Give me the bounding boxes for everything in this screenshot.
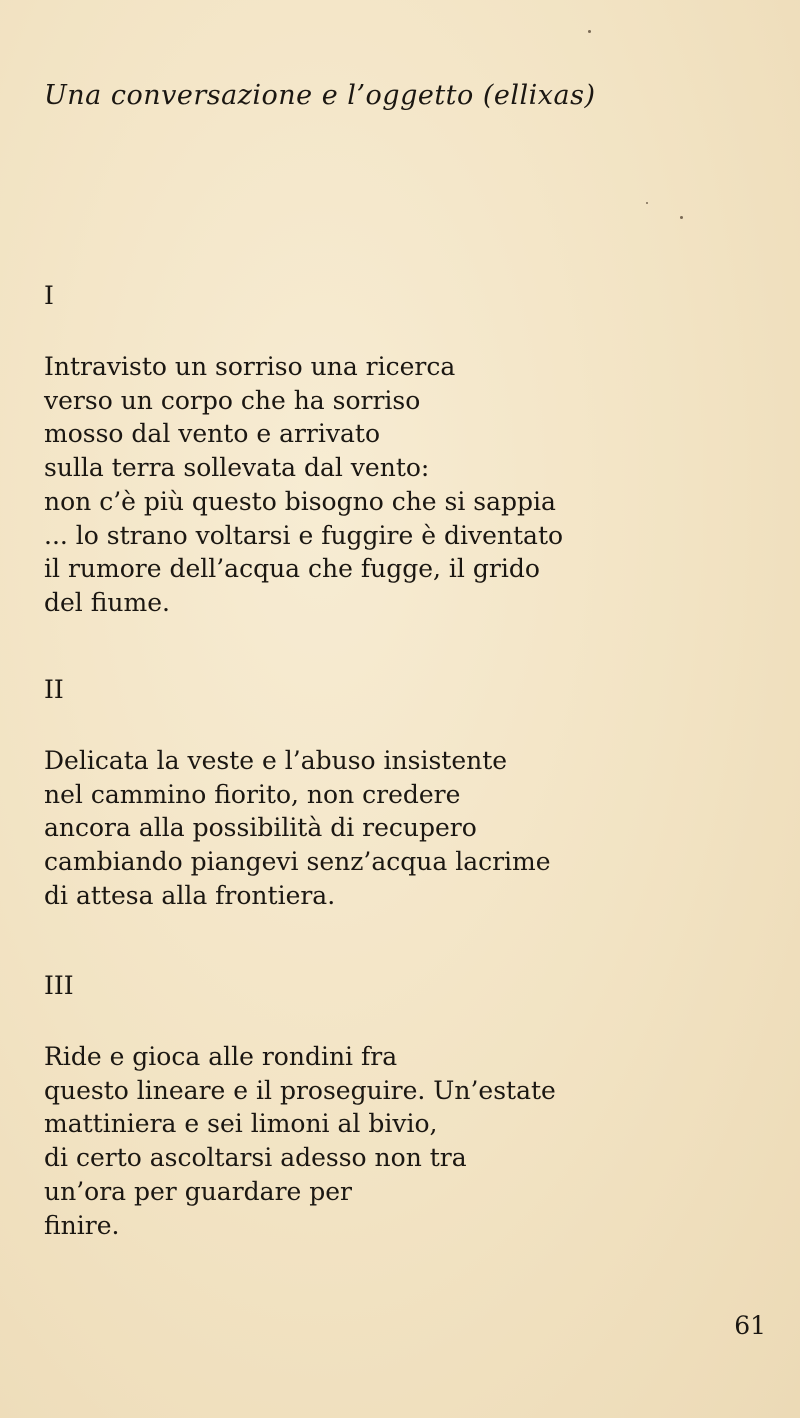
poem-section-3	[44, 970, 764, 1242]
verse-line: di certo ascoltarsi adesso non tra	[44, 1143, 467, 1173]
verse-line: un’ora per guardare per	[44, 1176, 353, 1206]
verse-line: ancora alla possibilità di recupero	[44, 813, 477, 843]
paper-speck	[646, 202, 648, 204]
verse-line: nel cammino fiorito, non credere	[44, 779, 461, 809]
verse-line: finire.	[44, 1210, 120, 1240]
verse-list	[44, 350, 764, 620]
verse-line: Ride e gioca alle rondini fra	[44, 1042, 398, 1071]
section-numeral: II	[44, 675, 64, 704]
verse-line: questo lineare e il proseguire. Un’estate	[44, 1075, 556, 1105]
verse-list	[44, 1040, 764, 1242]
page-number: 61	[734, 1311, 766, 1340]
verse-line: sulla terra sollevata dal vento:	[44, 453, 430, 483]
verse-line: mosso dal vento e arrivato	[44, 419, 380, 449]
verse-line: di attesa alla frontiera.	[44, 880, 336, 910]
verse-line: Delicata la veste e l’abuso insistente	[44, 746, 508, 775]
verse-line: cambiando piangevi senz’acqua lacrime	[44, 847, 551, 877]
paper-speck	[588, 30, 591, 33]
section-numeral: I	[44, 281, 54, 310]
section-numeral: III	[44, 971, 74, 1000]
verse-line: mattiniera e sei limoni al bivio,	[44, 1109, 438, 1139]
paper-speck	[680, 216, 683, 219]
poem-section-1	[44, 280, 764, 620]
verse-line: il rumore dell’acqua che fugge, il grido	[44, 554, 540, 584]
verse-line: verso un corpo che ha sorriso	[44, 385, 421, 415]
verse-list	[44, 744, 764, 913]
verse-line: Intravisto un sorriso una ricerca	[44, 352, 456, 381]
verse-line: non c’è più questo bisogno che si sappia	[44, 486, 556, 516]
running-title: Una conversazione e l’oggetto (ellixas)	[44, 80, 596, 111]
poem-section-2	[44, 674, 764, 913]
verse-line: del fiume.	[44, 587, 170, 617]
verse-line: ... lo strano voltarsi e fuggire è diventato	[44, 520, 564, 550]
